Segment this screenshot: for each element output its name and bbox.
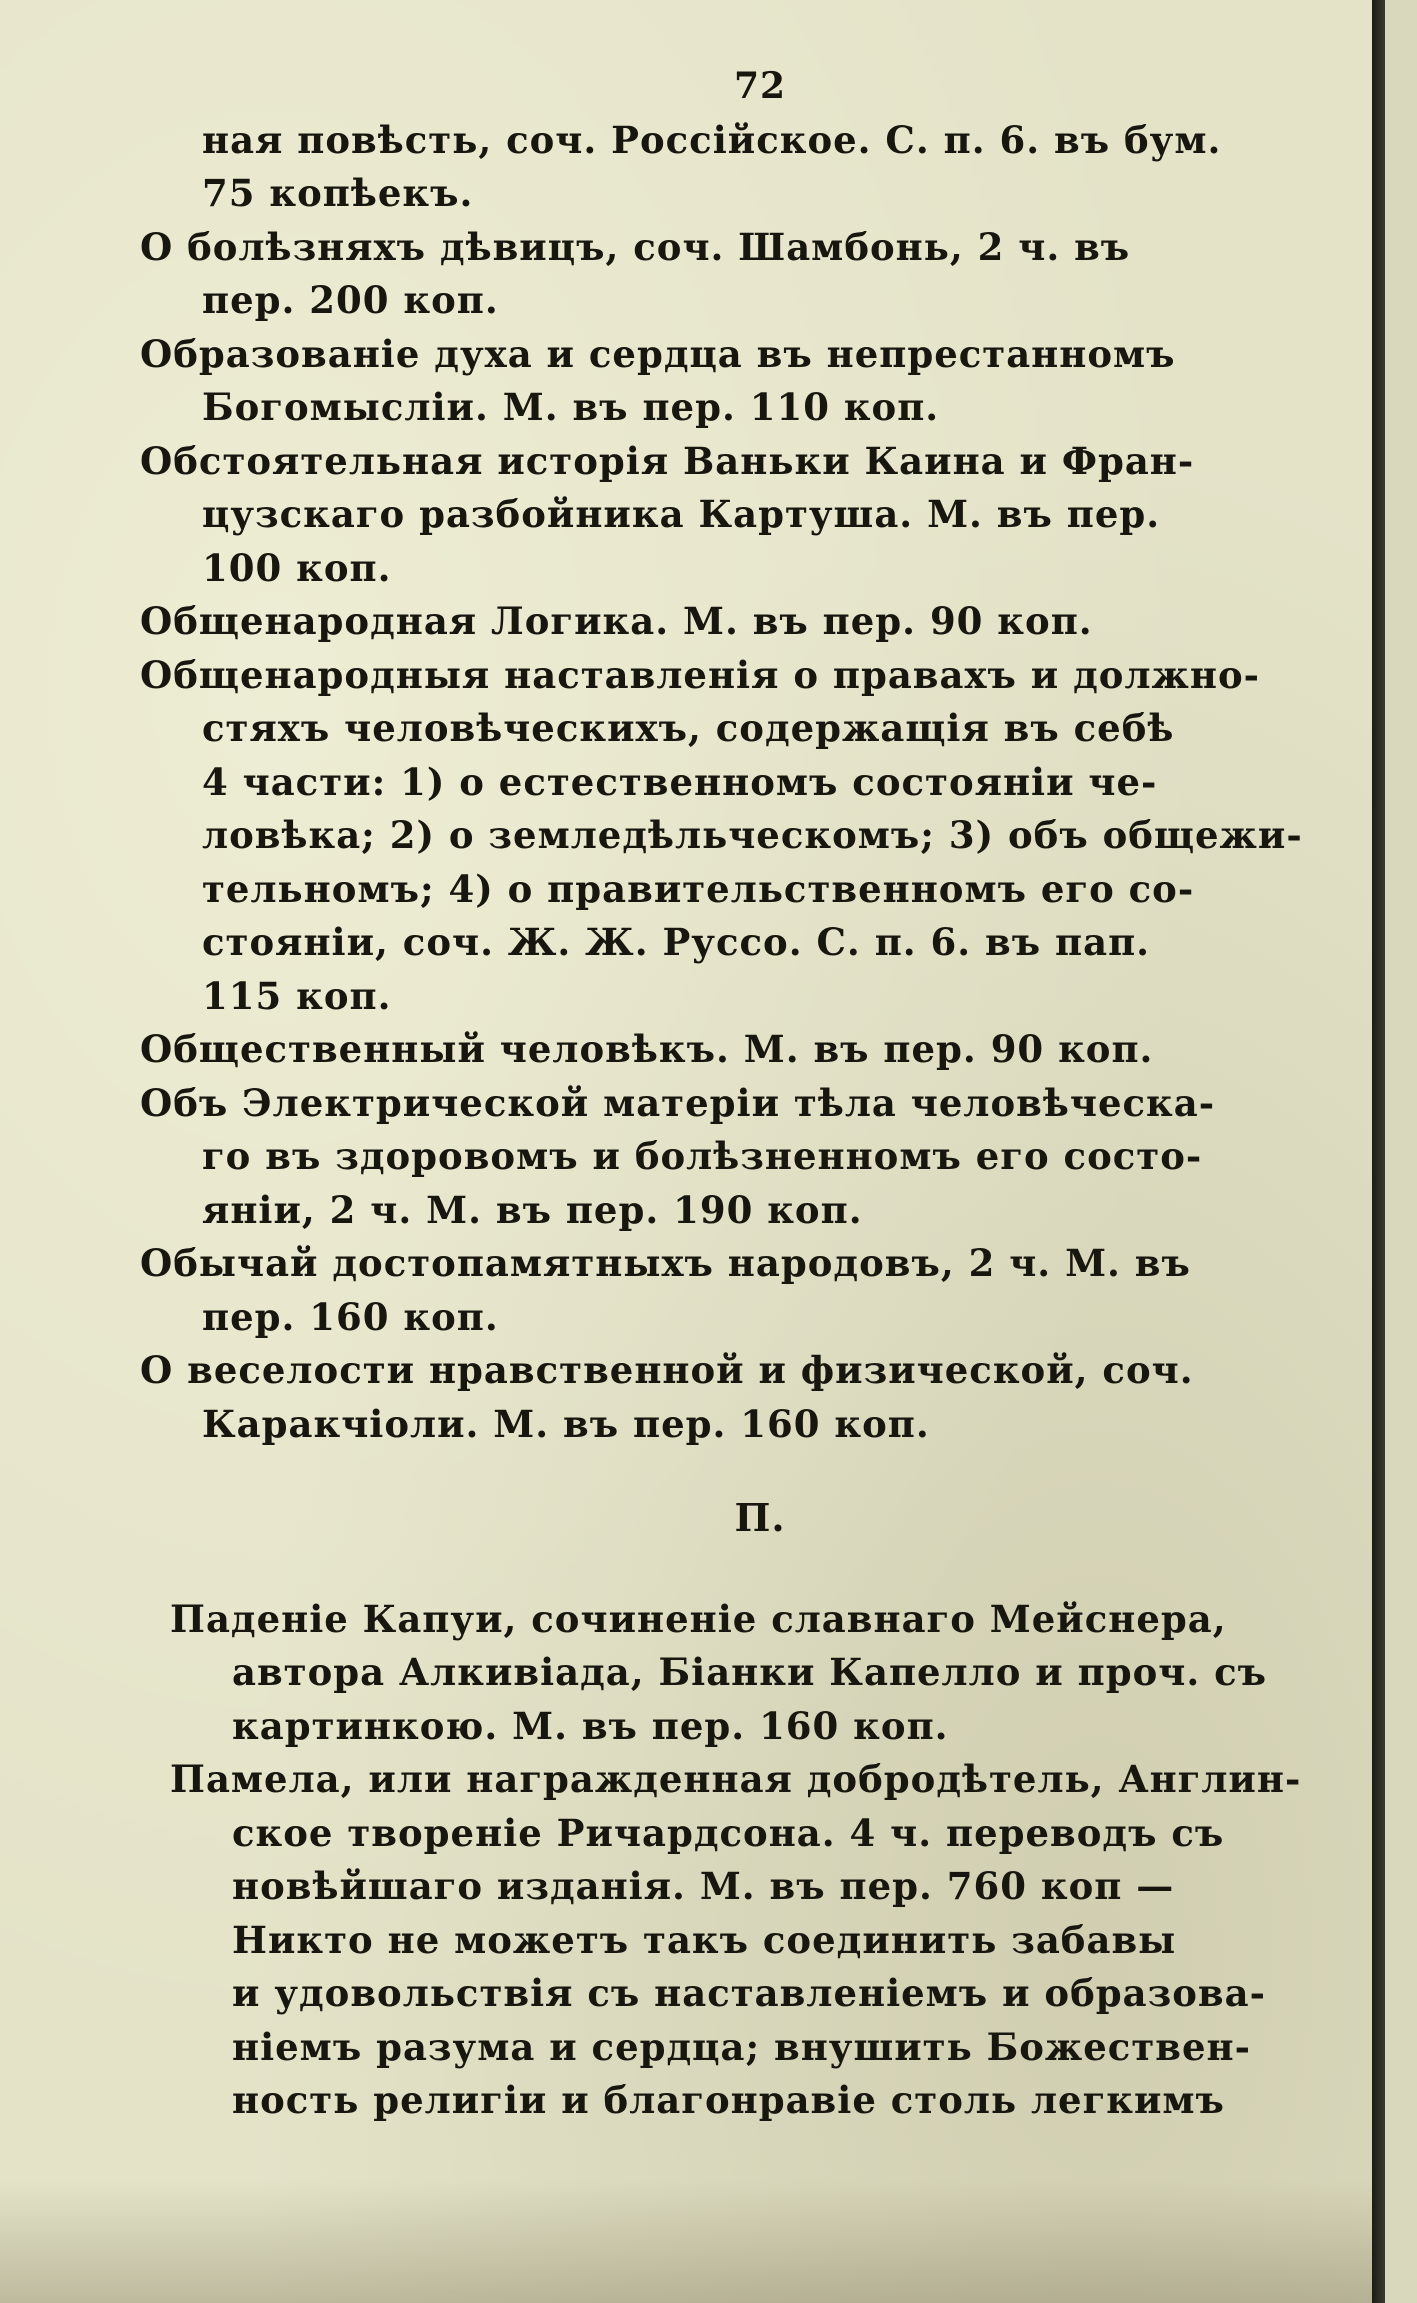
entry-line: пер. 200 коп. <box>202 278 499 322</box>
entry-line: ность религіи и благонравіе столь легкимъ <box>232 2078 1225 2122</box>
catalog-entry <box>140 1237 1340 1344</box>
entry-line: цузскаго разбойника Картуша. М. въ пер. <box>202 492 1161 536</box>
catalog-entry <box>140 435 1340 596</box>
entry-line: яніи, 2 ч. М. въ пер. 190 коп. <box>202 1187 863 1232</box>
catalog-entry <box>140 1344 1340 1451</box>
entry-line: ловѣка; 2) о земледѣльческомъ; 3) объ общежи- <box>202 813 1303 857</box>
entry-line: Общественный человѣкъ. М. въ пер. 90 коп. <box>140 1027 1154 1071</box>
entry-line: Обстоятельная исторія Ваньки Каина и Фран- <box>140 438 1195 483</box>
entry-line: О веселости нравственной и физической, соч. <box>140 1348 1194 1392</box>
catalog-entry <box>140 328 1340 435</box>
entry-line: пер. 160 коп. <box>202 1294 499 1339</box>
entry-line: го въ здоровомъ и болѣзненномъ его состо- <box>202 1134 1203 1178</box>
entry-line: О болѣзняхъ дѣвицъ, соч. Шамбонь, 2 ч. въ <box>140 224 1131 269</box>
entries-letter-p <box>140 1593 1340 2128</box>
entry-line: и удовольствія съ наставленіемъ и образова- <box>232 1971 1266 2015</box>
entries-letter-o <box>140 221 1340 1452</box>
entry-line: стояніи, соч. Ж. Ж. Руссо. С. п. 6. въ пап. <box>202 920 1151 964</box>
entry-line: Объ Электрической матеріи тѣла человѣческа- <box>140 1080 1216 1125</box>
page-text <box>140 60 1340 2128</box>
entry-line: 115 коп. <box>202 973 392 1018</box>
entry-line: ная повѣсть, соч. Россійское. С. п. 6. въ бум. <box>202 117 1222 162</box>
entry-line: Каракчіоли. М. въ пер. 160 коп. <box>202 1401 930 1446</box>
entry-line: 75 копѣекъ. <box>202 171 474 215</box>
catalog-entry <box>140 1077 1340 1238</box>
catalog-entry <box>140 221 1340 328</box>
entry-line: ніемъ разума и сердца; внушить Божествен- <box>232 2024 1251 2069</box>
catalog-entry <box>140 1753 1340 2128</box>
catalog-entry <box>140 1023 1340 1077</box>
entry-line: Никто не можетъ такъ соединить забавы <box>232 1917 1177 1962</box>
entry-line: картинкою. М. въ пер. 160 коп. <box>232 1703 949 1748</box>
catalog-entry <box>140 1593 1340 1754</box>
entry-line: 4 части: 1) о естественномъ состояніи че- <box>202 759 1158 804</box>
entry-line: новѣйшаго изданія. М. въ пер. 760 коп — <box>232 1864 1175 1908</box>
entry-line: тельномъ; 4) о правительственномъ его со- <box>202 866 1195 911</box>
entry-line: Образованіе духа и сердца въ непрестанномъ <box>140 331 1176 376</box>
entry-line: 100 коп. <box>202 545 392 590</box>
entry-line: стяхъ человѣческихъ, содержащія въ себѣ <box>202 706 1175 750</box>
page-number: 72 <box>733 65 787 107</box>
facing-page-edge <box>1385 0 1417 2303</box>
section-heading: П. <box>734 1495 786 1540</box>
entry-line: Памела, или награжденная добродѣтель, Англин- <box>170 1757 1302 1801</box>
entry-line: Общенародная Логика. М. въ пер. 90 коп. <box>140 599 1093 643</box>
page-shadow <box>0 2180 1372 2303</box>
continued-entry <box>140 114 1340 221</box>
entry-line: ское твореніе Ричардсона. 4 ч. переводъ съ <box>232 1810 1225 1855</box>
entry-line: Обычай достопамятныхъ народовъ, 2 ч. М. въ <box>140 1241 1191 1285</box>
catalog-entry <box>140 595 1340 649</box>
entry-line: Паденіе Капуи, сочиненіе славнаго Мейснера, <box>170 1596 1227 1641</box>
entry-line: автора Алкивіада, Біанки Капелло и проч. съ <box>232 1650 1268 1694</box>
entry-line: Богомысліи. М. въ пер. 110 коп. <box>202 385 940 429</box>
entry-line: Общенародныя наставленія о правахъ и должно- <box>140 652 1261 697</box>
catalog-entry <box>140 649 1340 1024</box>
